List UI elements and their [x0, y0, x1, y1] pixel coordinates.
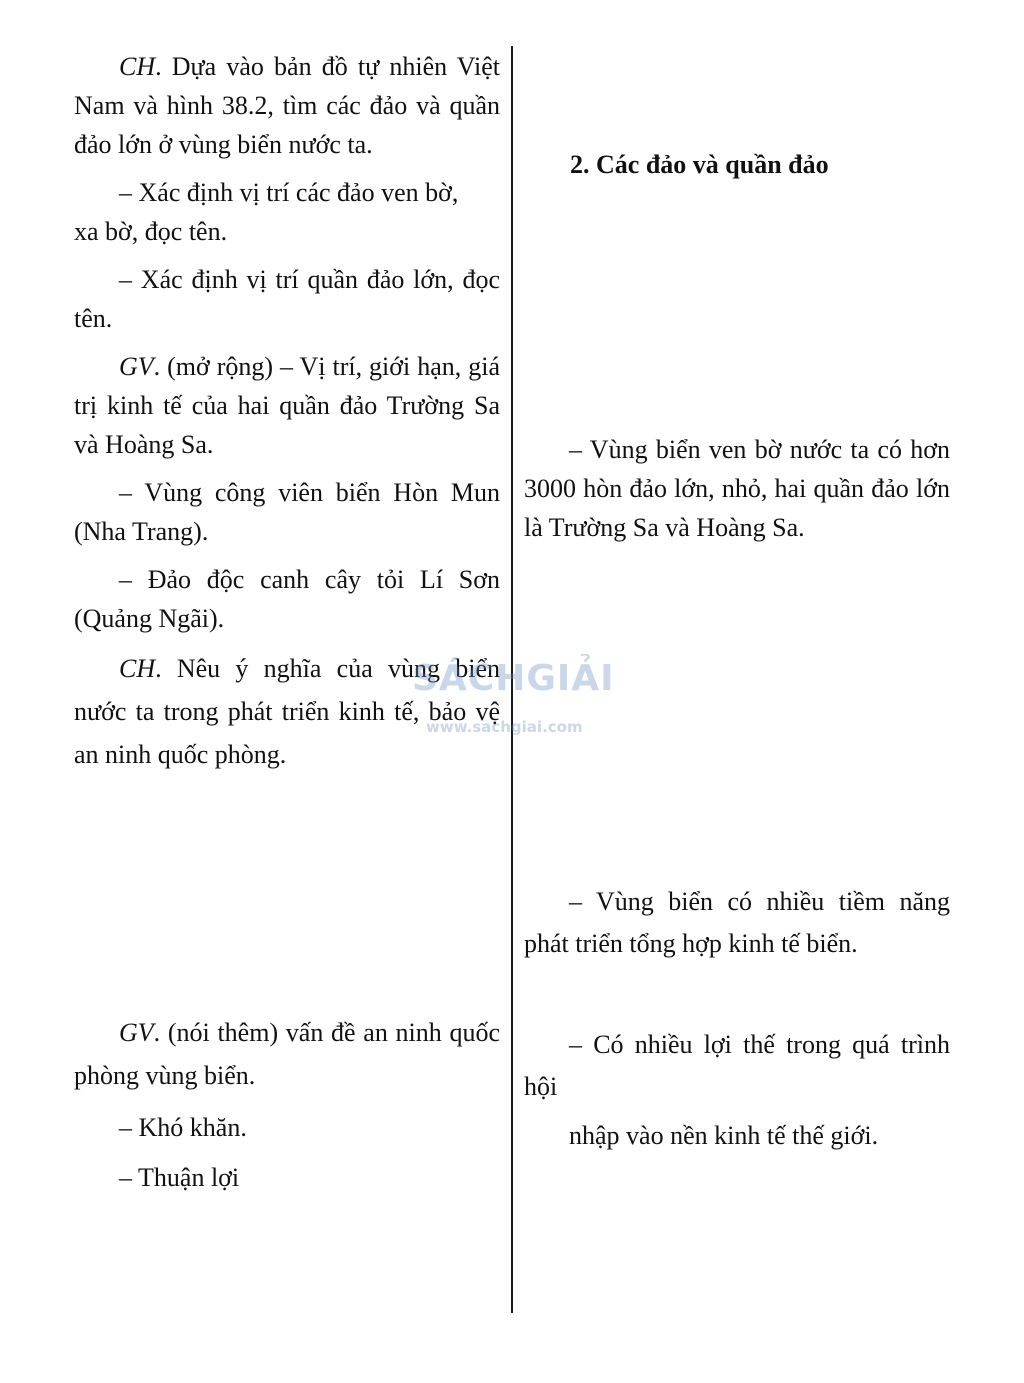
watermark-logo: SÁCHGIẢI	[412, 658, 615, 699]
task-coastal-islands: – Xác định vị trí các đảo ven bờ,	[119, 178, 459, 207]
question-significance	[74, 647, 500, 776]
integration-advantage	[524, 1024, 950, 1157]
teacher-text: . (nói thêm) vấn đề an ninh quốc phòng vùng biển.	[74, 1018, 500, 1090]
ly-son-island: – Đảo độc canh cây tỏi Lí Sơn (Quảng Ngãi).	[74, 565, 500, 633]
teacher-extension	[74, 347, 500, 464]
teacher-text: . (mở rộng) – Vị trí, giới hạn, giá trị kinh tế của hai quần đảo Trường Sa và Hoàng Sa.	[74, 352, 500, 459]
hon-mun-park: – Vùng công viên biển Hòn Mun (Nha Trang).	[74, 478, 500, 546]
islands-summary	[524, 430, 950, 547]
gv-label: GV	[119, 1018, 154, 1047]
islands-summary-text: – Vùng biển ven bờ nước ta có hơn 3000 hòn đảo lớn, nhỏ, hai quần đảo lớn là Trường Sa và Hoàng Sa.	[524, 435, 950, 542]
integration-text: – Có nhiều lợi thế trong quá trình hội	[524, 1030, 950, 1101]
sea-potential	[524, 881, 950, 965]
task-coastal-islands-cont: xa bờ, đọc tên.	[74, 217, 228, 246]
watermark-url: www.sachgiai.com	[426, 718, 583, 736]
integration-text-cont: nhập vào nền kinh tế thế giới.	[569, 1121, 879, 1150]
question-text: . Nêu ý nghĩa của vùng biển nước ta trong phát triển kinh tế, bảo vệ an ninh quốc phòng.	[74, 654, 500, 769]
difficulties: – Khó khăn.	[119, 1113, 247, 1142]
question-islands	[74, 47, 500, 164]
advantages: – Thuận lợi	[119, 1163, 240, 1192]
section-heading: 2. Các đảo và quần đảo	[570, 150, 829, 179]
task-archipelagos: – Xác định vị trí quần đảo lớn, đọc tên.	[74, 265, 500, 333]
column-divider	[511, 46, 513, 1313]
teacher-security	[74, 1011, 500, 1097]
ch-label: CH	[119, 654, 156, 683]
left-column	[74, 47, 500, 1197]
ch-label: CH	[119, 52, 156, 81]
sea-potential-text: – Vùng biển có nhiều tiềm năng phát triển tổng hợp kinh tế biển.	[524, 887, 950, 958]
question-text: . Dựa vào bản đồ tự nhiên Việt Nam và hình 38.2, tìm các đảo và quần đảo lớn ở vùng biển nước ta.	[74, 52, 500, 159]
gv-label: GV	[119, 352, 154, 381]
